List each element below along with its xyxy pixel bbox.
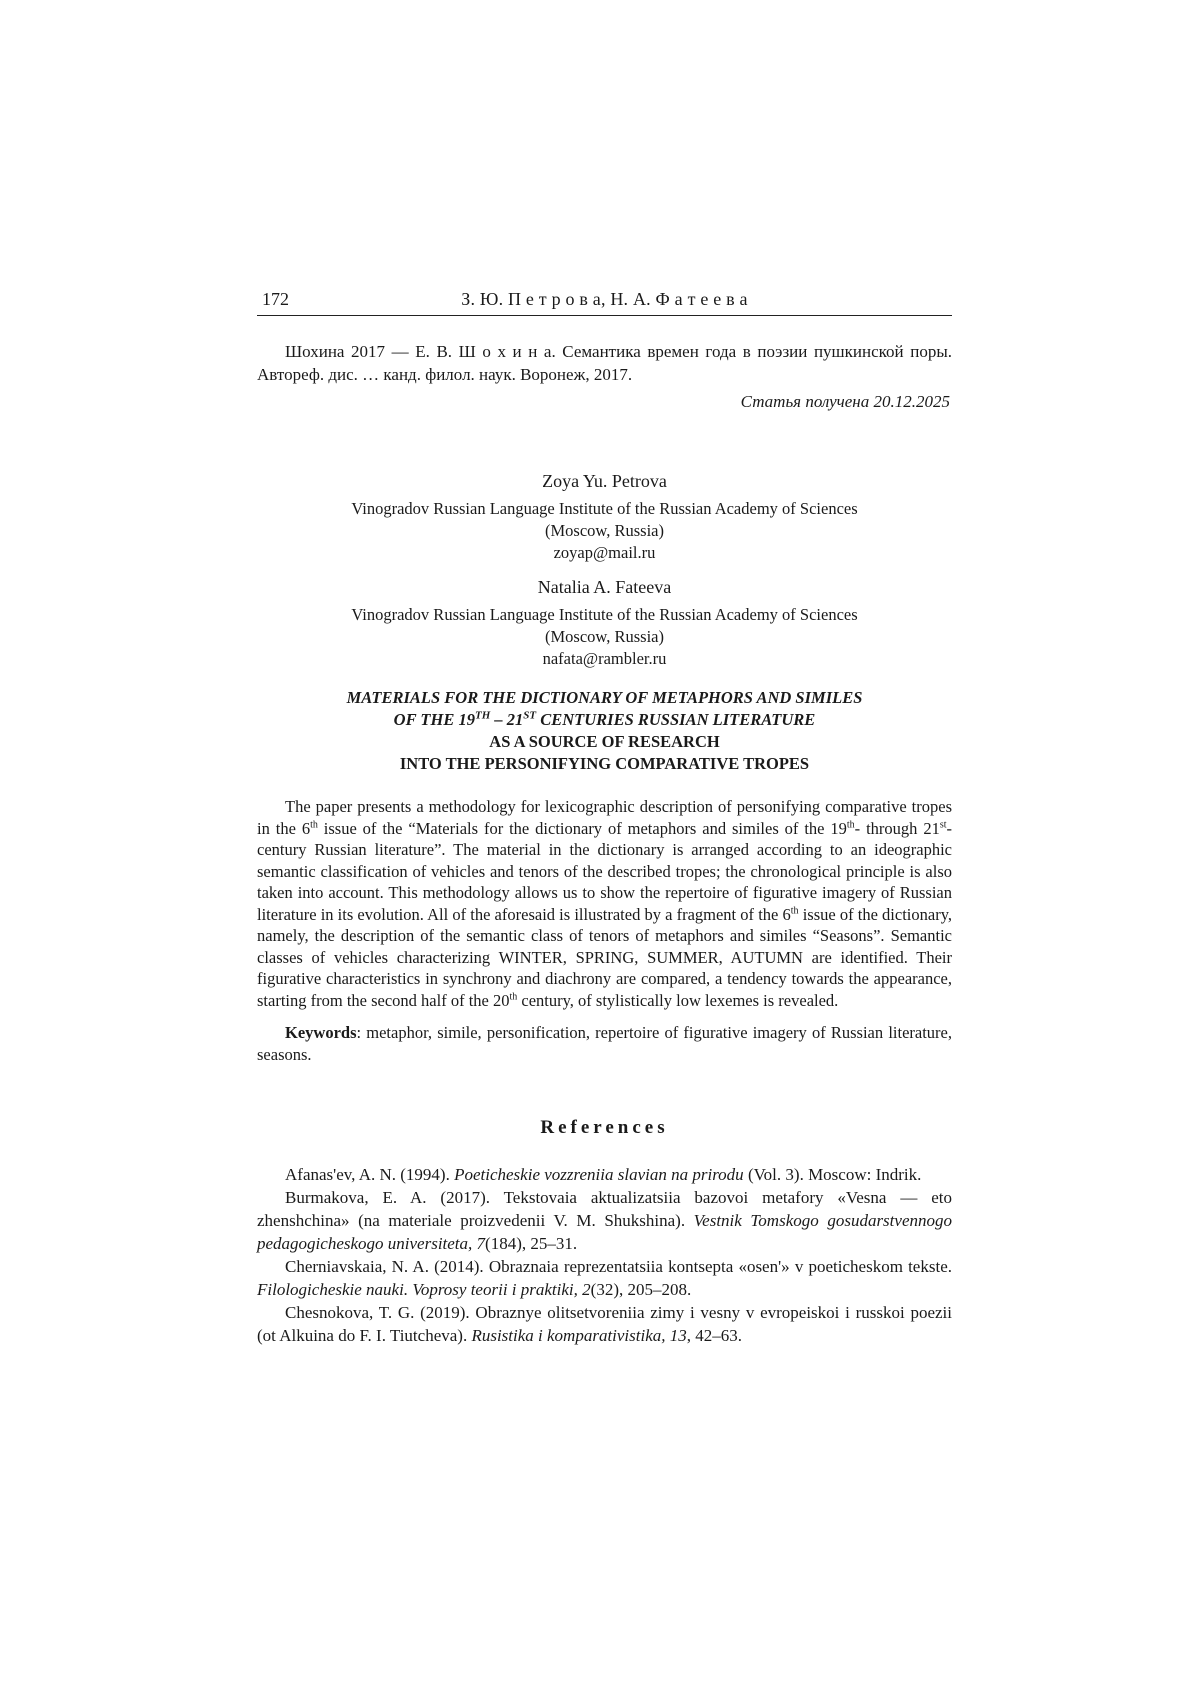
reference-italic: Poeticheskie vozzreniia slavian na prirodu (454, 1165, 744, 1184)
author-affiliation: Vinogradov Russian Language Institute of the Russian Academy of Sciences (351, 499, 858, 518)
title-line-3: AS A SOURCE OF RESEARCH (489, 732, 720, 751)
reference-item (257, 1163, 952, 1186)
title-line-2 (257, 709, 952, 731)
abstract-text: -century Russian literature”. The material in the dictionary is arranged according to an ideographic semantic classification of vehicles and tenors of the described tropes; the chronological principle is also taken into account. This methodology allows us to show the repertoire of figurative imagery of Russian literature in its evolution. All of the aforesaid is illustrated by a fragment of the 6 (257, 818, 952, 924)
title-line-2-b: – 21 (490, 710, 524, 729)
author-location: (Moscow, Russia) (544, 627, 664, 646)
author-location: (Moscow, Russia) (544, 521, 664, 540)
keywords-text: : metaphor, simile, personification, repertoire of figurative imagery of Russian literature, seasons. (257, 1023, 952, 1064)
page-number: 172 (262, 289, 289, 309)
abstract-text: The paper presents a methodology for lexicographic description of personifying comparative tropes in the 6 (257, 797, 952, 838)
title-line-4: INTO THE PERSONIFYING COMPARATIVE TROPES (399, 754, 810, 773)
reference-text: (184), 25–31. (485, 1234, 578, 1253)
author-email: nafata@rambler.ru (542, 649, 667, 668)
reference-text: Chesnokova, T. G. (2019). Obraznye olitsetvoreniia zimy i vesny v evropeiskoi i russkoi poezii (ot Alkuina do F. I. Tiutcheva). (257, 1303, 952, 1345)
reference-item (257, 1301, 952, 1347)
reference-italic: Rusistika i komparativistika, 13 (471, 1326, 687, 1345)
abstract-sup: th (790, 905, 799, 916)
reference-text: Cherniavskaia, N. A. (2014). Obraznaia reprezentatsiia kontsepta «osen'» v poeticheskom tekste. (285, 1257, 952, 1276)
abstract-text: century, of stylistically low lexemes is revealed. (517, 990, 839, 1010)
abstract-text: issue of the “Materials for the dictionary of metaphors and similes of the 19 (317, 818, 847, 838)
reference-italic: Vestnik Tomskogo gosudarstvennogo pedagogicheskogo universiteta, 7 (257, 1211, 952, 1253)
author-name: Zoya Yu. Petrova (542, 471, 667, 491)
author-email: zoyap@mail.ru (553, 543, 656, 562)
russian-reference (257, 340, 952, 386)
author-affiliation-block (257, 604, 952, 670)
reference-text: Burmakova, E. A. (2017). Tekstovaia aktualizatsiia bazovoi metafory «Vesna — eto zhenshchina» (na materiale proizvedenii V. M. Shukshina). (257, 1188, 952, 1230)
abstract (257, 796, 952, 1011)
author-name: Natalia A. Fateeva (537, 577, 672, 597)
reference-text: , 42–63. (686, 1326, 743, 1345)
ru-ref-lead: Шохина 2017 — Е. В. (285, 342, 459, 361)
keywords (257, 1022, 952, 1065)
reference-text: (Vol. 3). Moscow: Indrik. (743, 1165, 922, 1184)
author-affiliation: Vinogradov Russian Language Institute of the Russian Academy of Sciences (351, 605, 858, 624)
abstract-sup: st (939, 819, 947, 830)
article-title (257, 687, 952, 775)
title-sup-th: TH (474, 709, 491, 722)
author-affiliation-block (257, 498, 952, 564)
abstract-text: issue of the dictionary, namely, the description of the semantic class of tenors of metaphors and similes “Seasons”. Semantic classes of vehicles characterizing WINTER, SPRING, SUMMER, AUTUMN are identified. Their figurative characteristics in synchrony and diachrony are compared, a tendency towards the appearance, starting from the second half of the 20 (257, 904, 953, 1010)
abstract-text: - through 21 (854, 818, 940, 838)
journal-page (257, 283, 952, 1347)
reference-item (257, 1186, 952, 1255)
title-line-2-a: OF THE 19 (393, 710, 475, 729)
reference-text: (32), 205–208. (590, 1280, 692, 1299)
reference-text: Afanas'ev, A. N. (1994). (285, 1165, 455, 1184)
abstract-sup: th (846, 819, 855, 830)
title-sup-st: ST (523, 709, 537, 722)
abstract-sup: th (509, 991, 518, 1002)
references-heading: References (540, 1117, 669, 1138)
reference-item (257, 1255, 952, 1301)
references-list (257, 1163, 952, 1347)
running-head (257, 283, 952, 316)
received-date: Статья получена 20.12.2025 (740, 392, 950, 411)
title-line-1: MATERIALS FOR THE DICTIONARY OF METAPHORS AND SIMILES (346, 688, 863, 707)
keywords-label: Keywords (285, 1023, 357, 1042)
reference-italic: Filologicheskie nauki. Voprosy teorii i praktiki, 2 (257, 1280, 591, 1299)
abstract-sup: th (310, 819, 318, 830)
running-head-authors: З. Ю. П е т р о в а, Н. А. Ф а т е е в а (461, 289, 748, 309)
ru-ref-author: Ш о х и н а (458, 342, 552, 361)
title-line-2-c: CENTURIES RUSSIAN LITERATURE (536, 710, 816, 729)
ru-ref-rest: . Семантика времен года в поэзии пушкинской поры. Автореф. дис. … канд. филол. наук. Воронеж, 2017. (257, 342, 952, 384)
